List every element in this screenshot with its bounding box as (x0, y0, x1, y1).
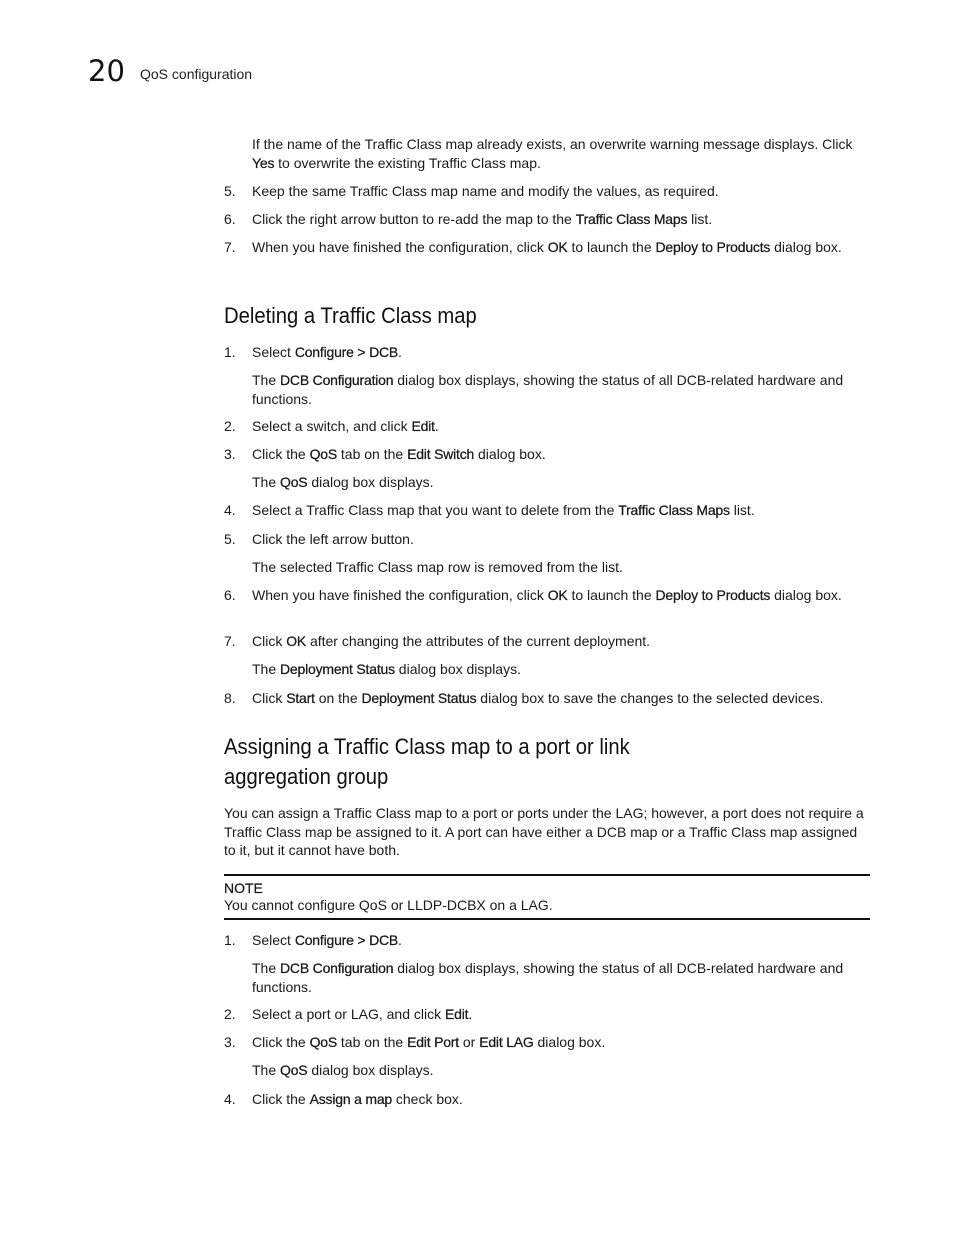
step-text: Click the Assign a map check box. (252, 1091, 463, 1107)
step-text: Click OK after changing the attributes of the current deployment. (252, 633, 651, 649)
step-text: Click the right arrow button to re-add the map to the Traffic Class Maps list. (252, 211, 713, 227)
step-text: Click the QoS tab on the Edit Port or Edit LAG dialog box. (252, 1034, 606, 1050)
chapter-title: QoS configuration (140, 66, 253, 82)
section-intro: You can assign a Traffic Class map to a port or ports under the LAG; however, a port does not require a Traffic Class map be assigned to it. A port can have either a DCB map or a Traffic Class map assigned to it, but it cannot have both. (224, 805, 864, 858)
step-number: 4. (224, 1091, 236, 1107)
section-heading-continued: aggregation group (224, 764, 389, 789)
step-text: When you have finished the configuration, click OK to launch the Deploy to Products dialog box. (252, 587, 842, 603)
step-number: 5. (224, 183, 236, 199)
step-number: 7. (224, 239, 236, 255)
step-number: 8. (224, 690, 236, 706)
step-number: 1. (224, 344, 236, 360)
step-number: 1. (224, 932, 236, 948)
step-text: Select Configure > DCB. (252, 344, 402, 360)
step-number: 3. (224, 1034, 236, 1050)
step-number: 5. (224, 531, 236, 547)
step-text: Click the QoS tab on the Edit Switch dialog box. (252, 446, 546, 462)
step-result: The selected Traffic Class map row is removed from the list. (252, 559, 623, 575)
step-result: The QoS dialog box displays. (252, 1062, 434, 1078)
note-label: NOTE (224, 880, 263, 896)
step-number: 6. (224, 587, 236, 603)
step-result: The QoS dialog box displays. (252, 474, 434, 490)
step-number: 6. (224, 211, 236, 227)
step-text: Keep the same Traffic Class map name and modify the values, as required. (252, 183, 719, 199)
step-text: Select a port or LAG, and click Edit. (252, 1006, 473, 1022)
step-result: The DCB Configuration dialog box displays, showing the status of all DCB-related hardware and functions. (252, 372, 844, 407)
step-result: The DCB Configuration dialog box displays, showing the status of all DCB-related hardware and functions. (252, 960, 844, 995)
intro-paragraph: If the name of the Traffic Class map already exists, an overwrite warning message displays. Click Yes to overwrite the existing Traffic Class map. (252, 136, 853, 171)
step-number: 2. (224, 1006, 236, 1022)
step-number: 4. (224, 502, 236, 518)
step-result: The Deployment Status dialog box displays. (252, 661, 521, 677)
step-text: When you have finished the configuration, click OK to launch the Deploy to Products dialog box. (252, 239, 842, 255)
section-heading: Deleting a Traffic Class map (224, 303, 477, 328)
step-number: 2. (224, 418, 236, 434)
step-number: 3. (224, 446, 236, 462)
step-text: Select Configure > DCB. (252, 932, 402, 948)
step-number: 7. (224, 633, 236, 649)
section-heading: Assigning a Traffic Class map to a port or link (224, 734, 630, 759)
note-bottom-rule (224, 918, 870, 920)
chapter-number: 20 (88, 54, 125, 88)
note-top-rule (224, 874, 870, 876)
step-text: Select a Traffic Class map that you want to delete from the Traffic Class Maps list. (252, 502, 755, 518)
step-text: Click Start on the Deployment Status dialog box to save the changes to the selected devices. (252, 690, 824, 706)
step-text: Click the left arrow button. (252, 531, 414, 547)
step-text: Select a switch, and click Edit. (252, 418, 439, 434)
note-text: You cannot configure QoS or LLDP-DCBX on a LAG. (224, 897, 553, 913)
